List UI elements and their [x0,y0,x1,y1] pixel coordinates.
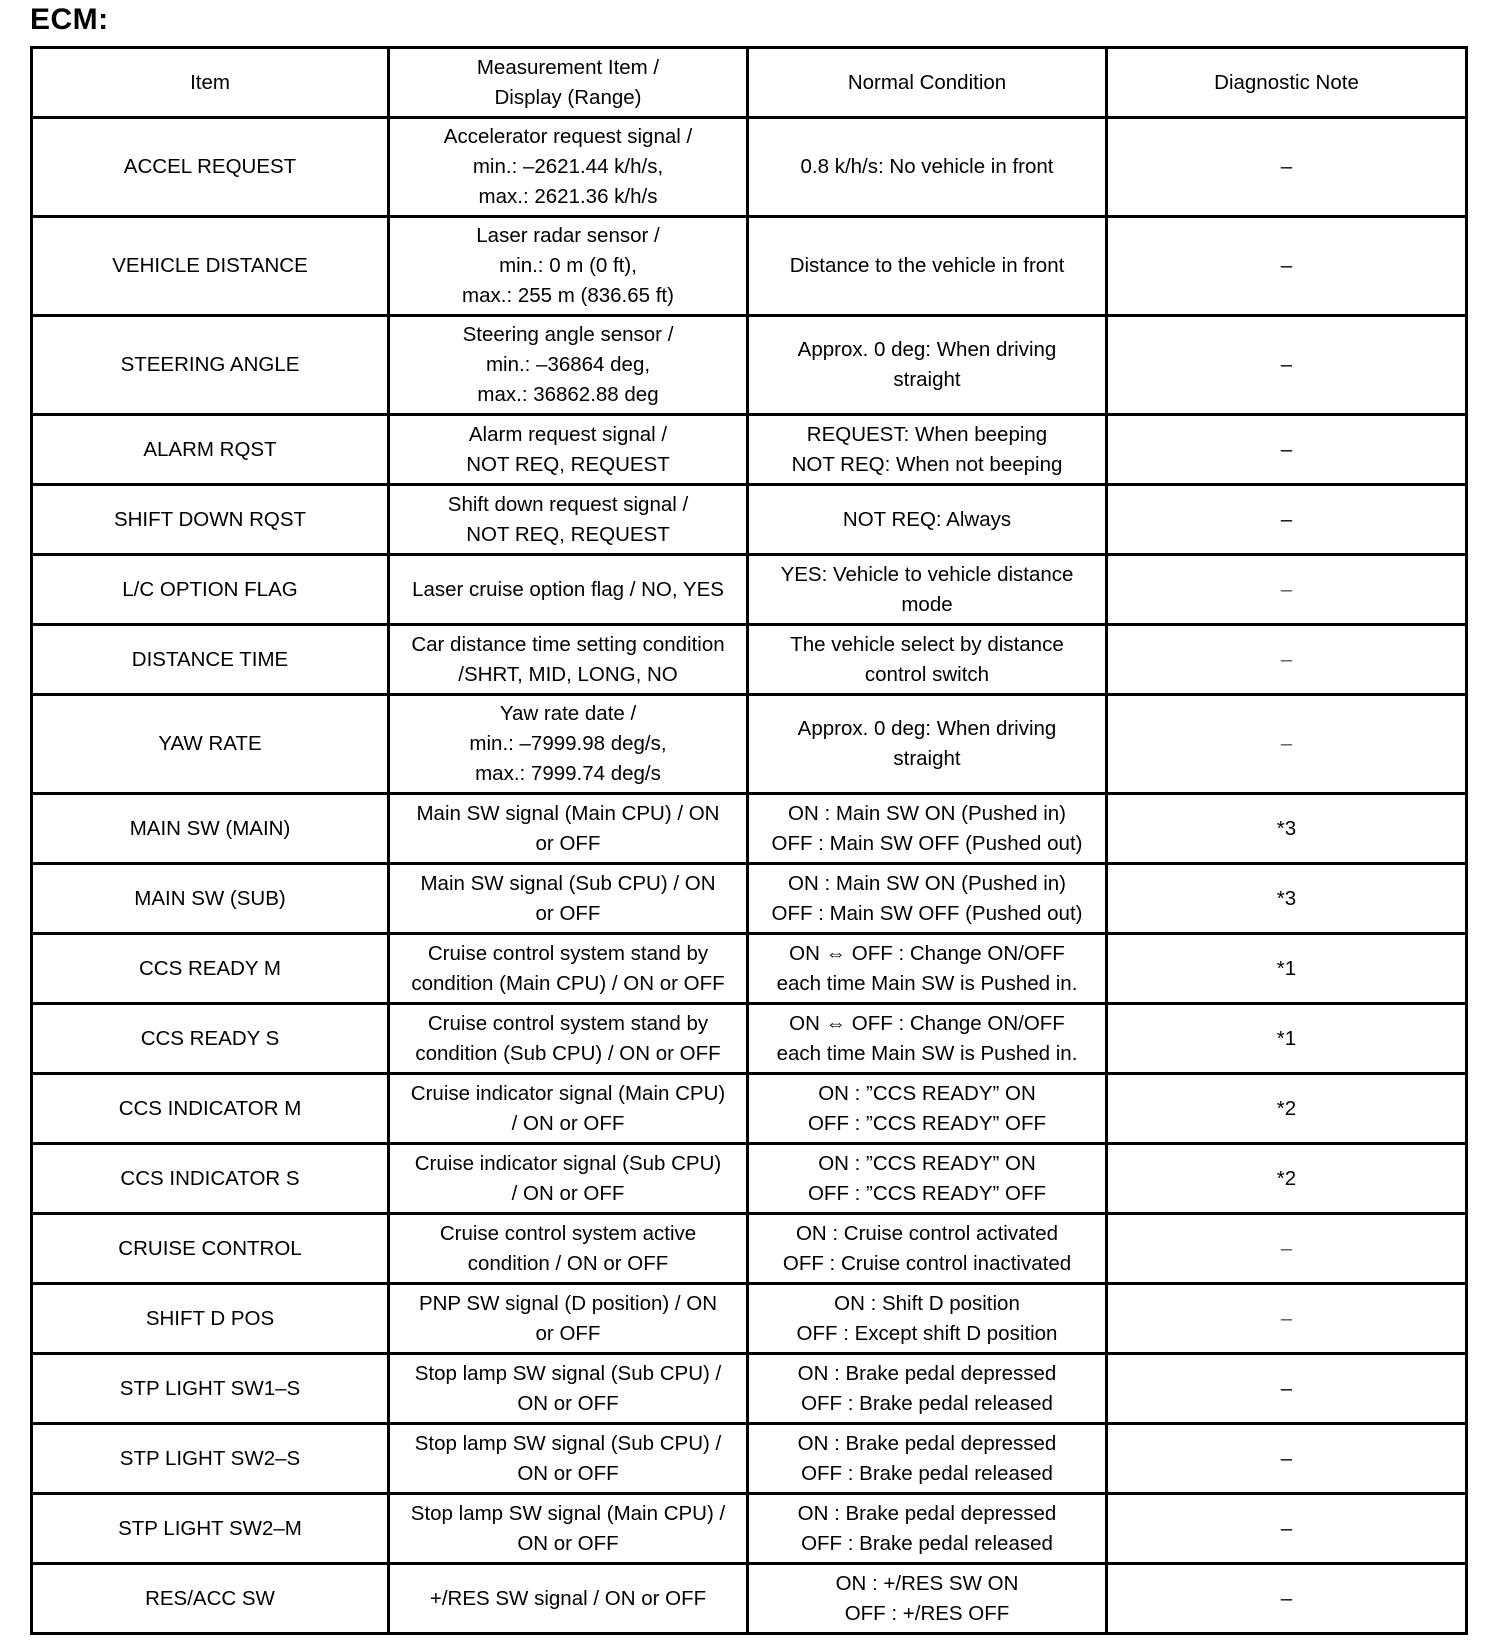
cell-normal-condition: ON : Cruise control activated OFF : Cruise control inactivated [748,1214,1107,1284]
cell-normal-condition: Distance to the vehicle in front [748,217,1107,316]
table-row [32,1494,1467,1564]
cell-item: ALARM RQST [32,415,389,485]
cell-item: STP LIGHT SW2–S [32,1424,389,1494]
cell-diagnostic-note: – [1107,415,1467,485]
table-row [32,485,1467,555]
table-row [32,794,1467,864]
cell-diagnostic-note: – [1107,1494,1467,1564]
cell-measurement: Laser cruise option flag / NO, YES [389,555,748,625]
cell-measurement: Main SW signal (Main CPU) / ON or OFF [389,794,748,864]
cell-diagnostic-note: – [1107,1564,1467,1634]
cell-diagnostic-note: – [1107,625,1467,695]
cell-item: DISTANCE TIME [32,625,389,695]
cell-diagnostic-note: *3 [1107,794,1467,864]
cell-measurement: Main SW signal (Sub CPU) / ON or OFF [389,864,748,934]
cell-item: CCS INDICATOR S [32,1144,389,1214]
cell-item: MAIN SW (SUB) [32,864,389,934]
cell-measurement: Yaw rate date / min.: –7999.98 deg/s, max.: 7999.74 deg/s [389,695,748,794]
table-row [32,625,1467,695]
cell-normal-condition: ON : Shift D position OFF : Except shift D position [748,1284,1107,1354]
cell-item: VEHICLE DISTANCE [32,217,389,316]
cell-diagnostic-note: *2 [1107,1074,1467,1144]
cell-item: CCS READY S [32,1004,389,1074]
cell-normal-condition: ON : ”CCS READY” ON OFF : ”CCS READY” OFF [748,1144,1107,1214]
table-row [32,217,1467,316]
table-row [32,555,1467,625]
cell-normal-condition: ON ⇔ OFF : Change ON/OFF each time Main SW is Pushed in. [748,1004,1107,1074]
column-header-normal-condition: Normal Condition [748,48,1107,118]
cell-item: MAIN SW (MAIN) [32,794,389,864]
cell-measurement: +/RES SW signal / ON or OFF [389,1564,748,1634]
cell-diagnostic-note: – [1107,1214,1467,1284]
cell-measurement: Cruise control system active condition / ON or OFF [389,1214,748,1284]
cell-diagnostic-note: – [1107,118,1467,217]
cell-measurement: Laser radar sensor / min.: 0 m (0 ft), max.: 255 m (836.65 ft) [389,217,748,316]
table-row [32,316,1467,415]
cell-diagnostic-note: – [1107,1354,1467,1424]
table-row [32,1424,1467,1494]
cell-item: CCS INDICATOR M [32,1074,389,1144]
cell-normal-condition: The vehicle select by distance control switch [748,625,1107,695]
cell-measurement: Stop lamp SW signal (Sub CPU) / ON or OFF [389,1424,748,1494]
cell-normal-condition: ON : Brake pedal depressed OFF : Brake pedal released [748,1494,1107,1564]
table-row [32,934,1467,1004]
cell-normal-condition: ON : Brake pedal depressed OFF : Brake pedal released [748,1354,1107,1424]
column-header-measurement: Measurement Item / Display (Range) [389,48,748,118]
cell-normal-condition: Approx. 0 deg: When driving straight [748,695,1107,794]
cell-measurement: Shift down request signal / NOT REQ, REQUEST [389,485,748,555]
cell-measurement: Stop lamp SW signal (Sub CPU) / ON or OFF [389,1354,748,1424]
cell-diagnostic-note: – [1107,217,1467,316]
cell-measurement: Accelerator request signal / min.: –2621.44 k/h/s, max.: 2621.36 k/h/s [389,118,748,217]
table-row [32,1144,1467,1214]
ecm-data-table [30,46,1468,1635]
cell-diagnostic-note: *1 [1107,934,1467,1004]
cell-item: STEERING ANGLE [32,316,389,415]
cell-diagnostic-note: – [1107,1424,1467,1494]
cell-item: CCS READY M [32,934,389,1004]
cell-item: SHIFT D POS [32,1284,389,1354]
table-row [32,1284,1467,1354]
table-row [32,1214,1467,1284]
cell-item: STP LIGHT SW1–S [32,1354,389,1424]
cell-diagnostic-note: – [1107,485,1467,555]
cell-measurement: PNP SW signal (D position) / ON or OFF [389,1284,748,1354]
cell-measurement: Alarm request signal / NOT REQ, REQUEST [389,415,748,485]
cell-item: SHIFT DOWN RQST [32,485,389,555]
cell-normal-condition: ON : Main SW ON (Pushed in) OFF : Main SW OFF (Pushed out) [748,794,1107,864]
cell-normal-condition: ON : +/RES SW ON OFF : +/RES OFF [748,1564,1107,1634]
cell-item: YAW RATE [32,695,389,794]
table-body [32,118,1467,1634]
cell-measurement: Cruise indicator signal (Sub CPU) / ON or OFF [389,1144,748,1214]
cell-diagnostic-note: – [1107,695,1467,794]
cell-diagnostic-note: *2 [1107,1144,1467,1214]
cell-normal-condition: ON : ”CCS READY” ON OFF : ”CCS READY” OFF [748,1074,1107,1144]
table-header-row [32,48,1467,118]
table-row [32,864,1467,934]
cell-normal-condition: REQUEST: When beeping NOT REQ: When not beeping [748,415,1107,485]
cell-normal-condition: Approx. 0 deg: When driving straight [748,316,1107,415]
cell-measurement: Car distance time setting condition /SHRT, MID, LONG, NO [389,625,748,695]
cell-normal-condition: ON : Main SW ON (Pushed in) OFF : Main SW OFF (Pushed out) [748,864,1107,934]
cell-diagnostic-note: *3 [1107,864,1467,934]
cell-normal-condition: YES: Vehicle to vehicle distance mode [748,555,1107,625]
cell-measurement: Cruise control system stand by condition (Main CPU) / ON or OFF [389,934,748,1004]
cell-item: RES/ACC SW [32,1564,389,1634]
column-header-diagnostic-note: Diagnostic Note [1107,48,1467,118]
table-row [32,415,1467,485]
cell-normal-condition: ON ⇔ OFF : Change ON/OFF each time Main SW is Pushed in. [748,934,1107,1004]
cell-item: L/C OPTION FLAG [32,555,389,625]
cell-normal-condition: 0.8 k/h/s: No vehicle in front [748,118,1107,217]
cell-diagnostic-note: *1 [1107,1004,1467,1074]
table-row [32,1354,1467,1424]
cell-diagnostic-note: – [1107,316,1467,415]
table-row [32,695,1467,794]
table-row [32,1074,1467,1144]
cell-measurement: Steering angle sensor / min.: –36864 deg, max.: 36862.88 deg [389,316,748,415]
cell-diagnostic-note: – [1107,555,1467,625]
cell-item: STP LIGHT SW2–M [32,1494,389,1564]
cell-measurement: Cruise indicator signal (Main CPU) / ON or OFF [389,1074,748,1144]
column-header-item: Item [32,48,389,118]
page-title: ECM: [30,3,109,36]
cell-normal-condition: NOT REQ: Always [748,485,1107,555]
table-row [32,118,1467,217]
cell-normal-condition: ON : Brake pedal depressed OFF : Brake pedal released [748,1424,1107,1494]
table-row [32,1564,1467,1634]
table-row [32,1004,1467,1074]
cell-diagnostic-note: – [1107,1284,1467,1354]
cell-measurement: Stop lamp SW signal (Main CPU) / ON or OFF [389,1494,748,1564]
cell-measurement: Cruise control system stand by condition (Sub CPU) / ON or OFF [389,1004,748,1074]
cell-item: CRUISE CONTROL [32,1214,389,1284]
cell-item: ACCEL REQUEST [32,118,389,217]
